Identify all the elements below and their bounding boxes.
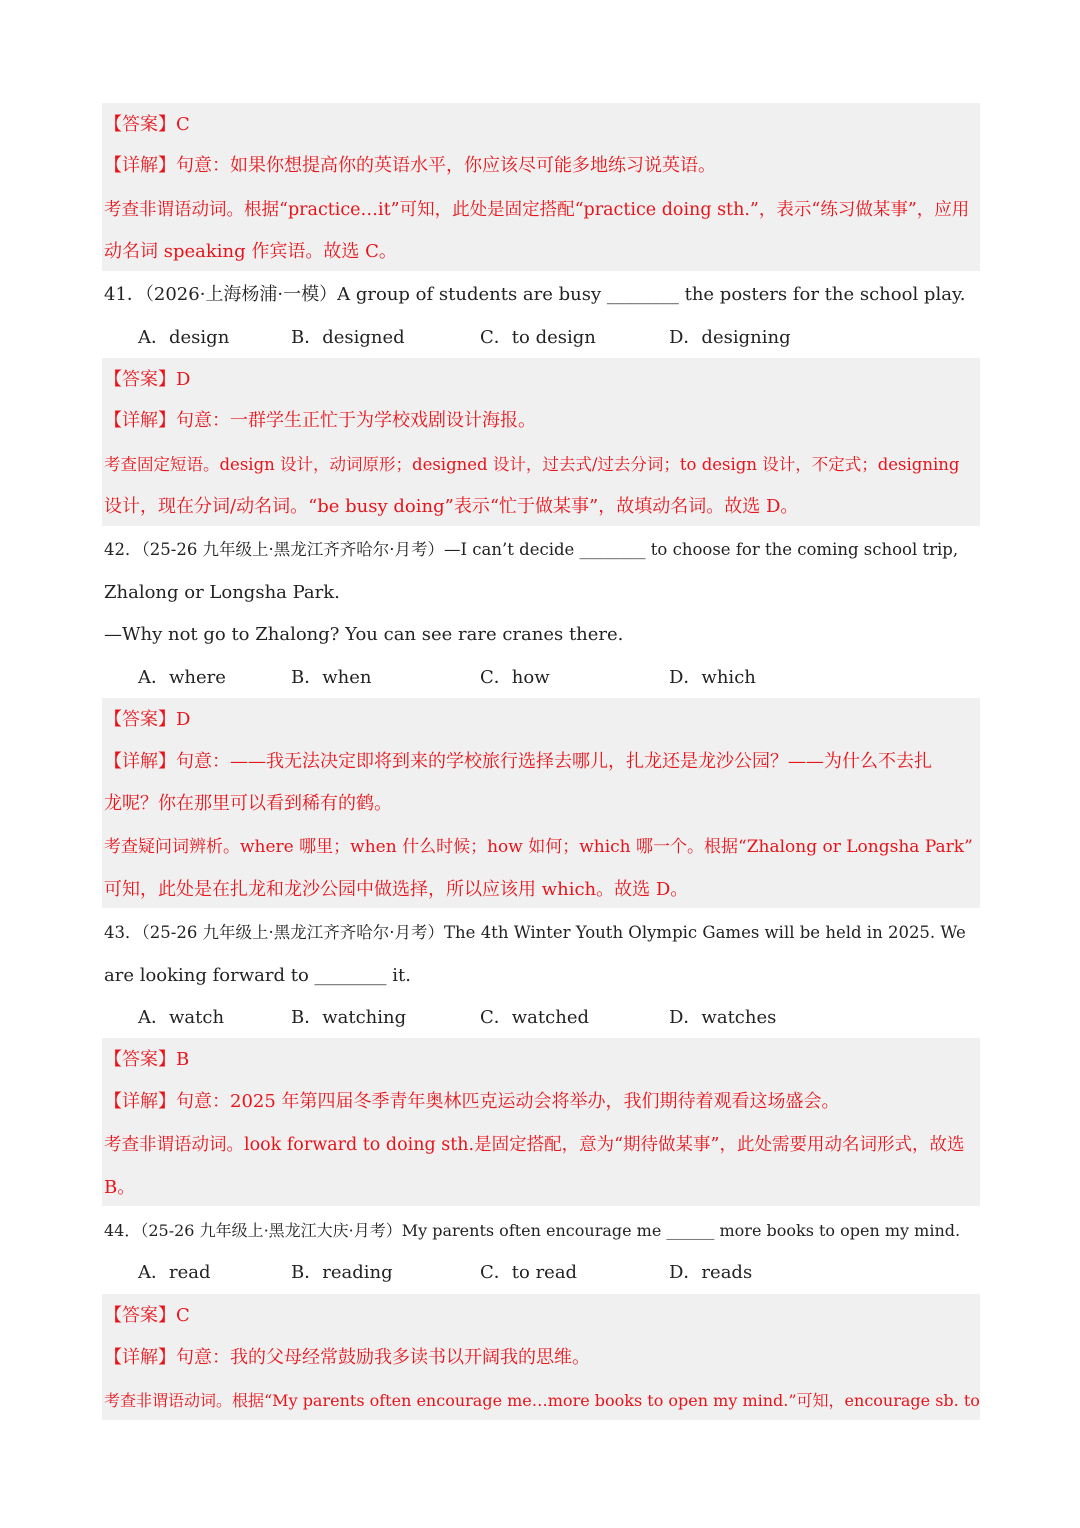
q44-option-b: B．reading [291,1262,393,1283]
analysis-40-line1: 考查非谓语动词。根据“practice…it”可知，此处是固定搭配“practice doing sth.”，表示“练习做某事”，应用 [104,200,970,220]
q44-option-d: D．reads [669,1262,753,1283]
q43-option-d: D．watches [669,1007,777,1028]
q41-option-b: B．designed [291,327,405,348]
question-42-stem-line1: 42．（25-26 九年级上·黑龙江齐齐哈尔·月考）—I can’t decide ________ to choose for the coming school trip, [104,540,959,559]
analysis-41-line1: 考查固定短语。design 设计，动词原形；designed 设计，过去式/过去分词；to design 设计，不定式；designing [104,455,960,474]
question-42-stem-line2: Zhalong or Longsha Park. [104,582,340,603]
answer-41: 【答案】D [104,369,191,390]
analysis-41-line2: 设计，现在分词/动名词。“be busy doing”表示“忙于做某事”，故填动名词。故选 D。 [104,496,799,517]
analysis-44-line1: 考查非谓语动词。根据“My parents often encourage me…more books to open my mind.”可知，encourage sb. to [104,1391,980,1410]
q41-option-a: A．design [138,327,230,348]
q43-option-a: A．watch [138,1007,225,1028]
detail-41: 【详解】句意：一群学生正忙于为学校戏剧设计海报。 [104,410,536,431]
detail-42-line2: 龙呢？你在那里可以看到稀有的鹤。 [104,793,392,814]
answer-43: 【答案】B [104,1049,190,1070]
detail-44: 【详解】句意：我的父母经常鼓励我多读书以开阔我的思维。 [104,1347,590,1368]
q41-option-d: D．designing [669,327,791,348]
question-43-stem-line2: are looking forward to ________ it. [104,965,411,986]
analysis-40-line2: 动名词 speaking 作宾语。故选 C。 [104,241,397,262]
q42-option-c: C．how [480,667,550,688]
answer-40: 【答案】C [104,114,190,135]
analysis-43-line1: 考查非谓语动词。look forward to doing sth.是固定搭配，意为“期待做某事”，此处需要用动名词形式，故选 [104,1135,965,1155]
q43-option-b: B．watching [291,1007,407,1028]
detail-42-line1: 【详解】句意：——我无法决定即将到来的学校旅行选择去哪儿，扎龙还是龙沙公园？——为什么不去扎 [104,751,932,772]
q42-option-b: B．when [291,667,372,688]
q43-option-c: C．watched [480,1007,589,1028]
question-43-stem-line1: 43．（25-26 九年级上·黑龙江齐齐哈尔·月考）The 4th Winter Youth Olympic Games will be held in 2025. We [104,923,966,942]
analysis-42-line1: 考查疑问词辨析。where 哪里；when 什么时候；how 如何；which 哪一个。根据“Zhalong or Longsha Park” [104,837,973,857]
analysis-42-line2: 可知，此处是在扎龙和龙沙公园中做选择，所以应该用 which。故选 D。 [104,879,689,900]
q44-option-a: A．read [138,1262,211,1283]
q44-option-c: C．to read [480,1262,578,1283]
detail-40: 【详解】句意：如果你想提高你的英语水平，你应该尽可能多地练习说英语。 [104,155,716,176]
question-41-stem: 41．（2026·上海杨浦·一模）A group of students are busy ________ the posters for the school play. [104,284,966,305]
answer-44: 【答案】C [104,1305,190,1326]
question-42-stem-line3: —Why not go to Zhalong? You can see rare cranes there. [104,624,624,645]
detail-43: 【详解】句意：2025 年第四届冬季青年奥林匹克运动会将举办，我们期待着观看这场盛会。 [104,1091,840,1112]
answer-42: 【答案】D [104,709,191,730]
q42-option-d: D．which [669,667,756,688]
q41-option-c: C．to design [480,327,596,348]
analysis-43-line2: B。 [104,1177,136,1198]
question-44-stem: 44．（25-26 九年级上·黑龙江大庆·月考）My parents often encourage me ______ more books to open my mind. [104,1221,961,1240]
q42-option-a: A．where [138,667,226,688]
